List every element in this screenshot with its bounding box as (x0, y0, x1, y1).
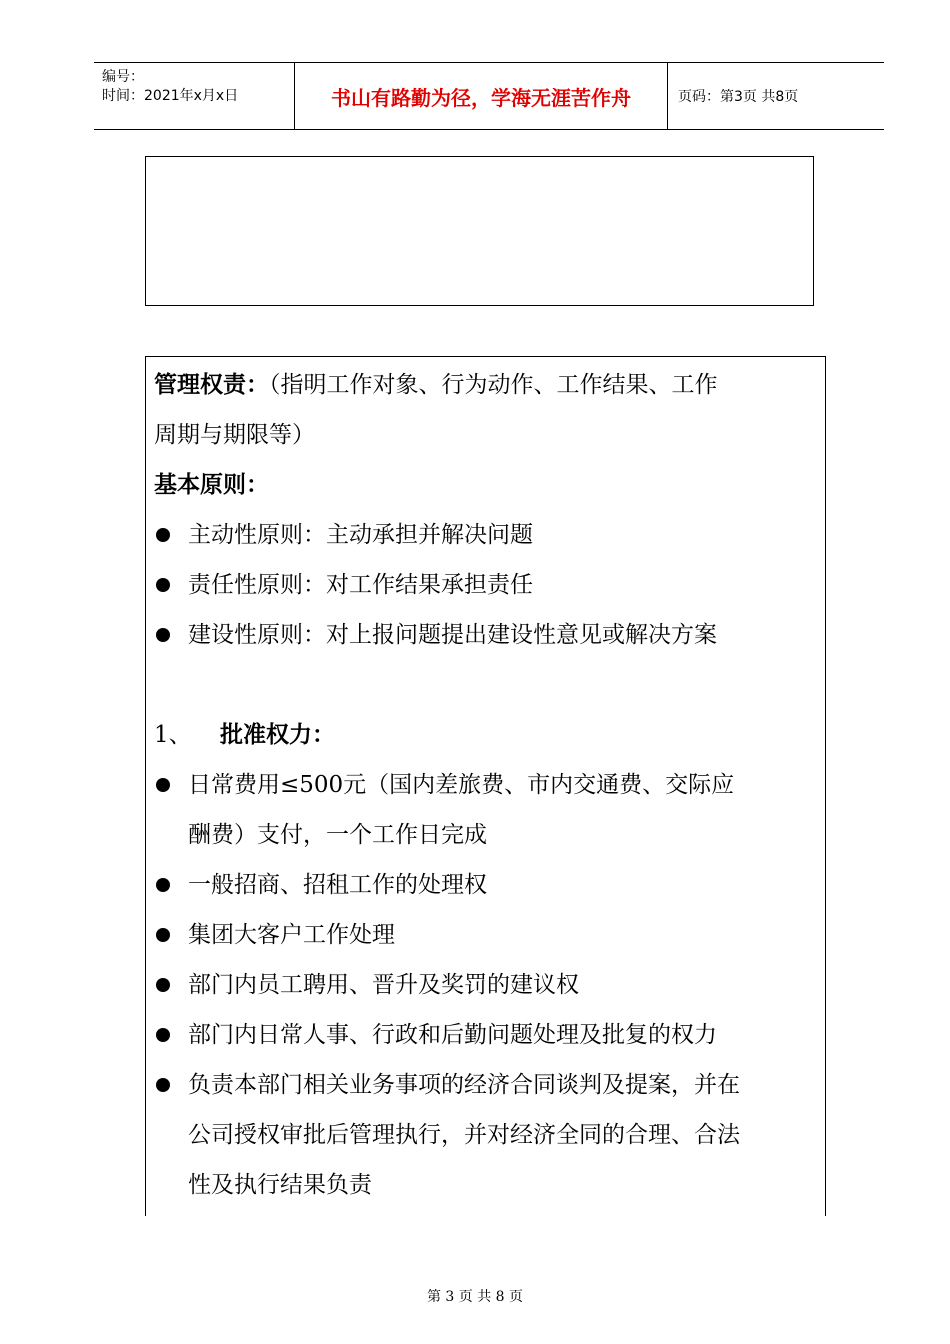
bullet-icon (156, 528, 170, 542)
list-item (154, 760, 819, 810)
list-item (154, 1060, 819, 1110)
list-item-text: 集团大客户工作处理 (188, 922, 395, 948)
list-item (154, 960, 819, 1010)
title-bold: 管理权责： (154, 372, 269, 398)
list-item (154, 510, 819, 560)
header-motto: 书山有路勤为径，学海无涯苦作舟 (331, 85, 631, 110)
spacer (154, 660, 819, 710)
list-item-text: 主动性原则：主动承担并解决问题 (188, 522, 533, 548)
list-item-text: 部门内员工聘用、晋升及奖罚的建议权 (188, 972, 579, 998)
list-item (154, 910, 819, 960)
title-rest: （指明工作对象、行为动作、工作结果、工作 (269, 372, 718, 398)
bullet-icon (156, 1078, 170, 1092)
list-item-text: 日常费用≤500元（国内差旅费、市内交通费、交际应 (188, 772, 735, 798)
empty-table-cell (145, 156, 814, 306)
list-item (154, 560, 819, 610)
title-continuation: 周期与期限等） (154, 422, 315, 448)
responsibilities-content (154, 360, 819, 1210)
header-divider-right (667, 63, 668, 129)
page-header (94, 62, 884, 130)
list-item-text: 部门内日常人事、行政和后勤问题处理及批复的权力 (188, 1022, 717, 1048)
title-line (154, 360, 819, 410)
list-item-text: 负责本部门相关业务事项的经济合同谈判及提案，并在 (188, 1072, 740, 1098)
list-item-text: 责任性原则：对工作结果承担责任 (188, 572, 533, 598)
section-heading (154, 710, 819, 760)
list-item-text: 一般招商、招租工作的处理权 (188, 872, 487, 898)
bullet-icon (156, 628, 170, 642)
list-item (154, 860, 819, 910)
bullet-icon (156, 878, 170, 892)
bullet-icon (156, 578, 170, 592)
page-footer: 第 3 页 共 8 页 (426, 1289, 524, 1305)
bullet-icon (156, 928, 170, 942)
principles-heading: 基本原则： (154, 472, 269, 498)
list-item-continuation: 公司授权审批后管理执行，并对经济全同的合理、合法 (188, 1122, 740, 1148)
time-label: 时间：2021年x月x日 (102, 88, 239, 104)
section-number: 1、 (154, 722, 192, 748)
list-item-continuation: 性及执行结果负责 (188, 1172, 372, 1198)
bullet-icon (156, 1028, 170, 1042)
section-title: 批准权力： (220, 722, 335, 748)
number-label: 编号： (102, 69, 144, 85)
list-item (154, 610, 819, 660)
list-item-text: 建设性原则：对上报问题提出建设性意见或解决方案 (188, 622, 717, 648)
bullet-icon (156, 778, 170, 792)
bullet-icon (156, 978, 170, 992)
header-meta (94, 63, 294, 129)
list-item (154, 1010, 819, 1060)
header-page-info: 页码：第3页 共8页 (678, 89, 799, 105)
list-item-continuation: 酬费）支付，一个工作日完成 (188, 822, 487, 848)
